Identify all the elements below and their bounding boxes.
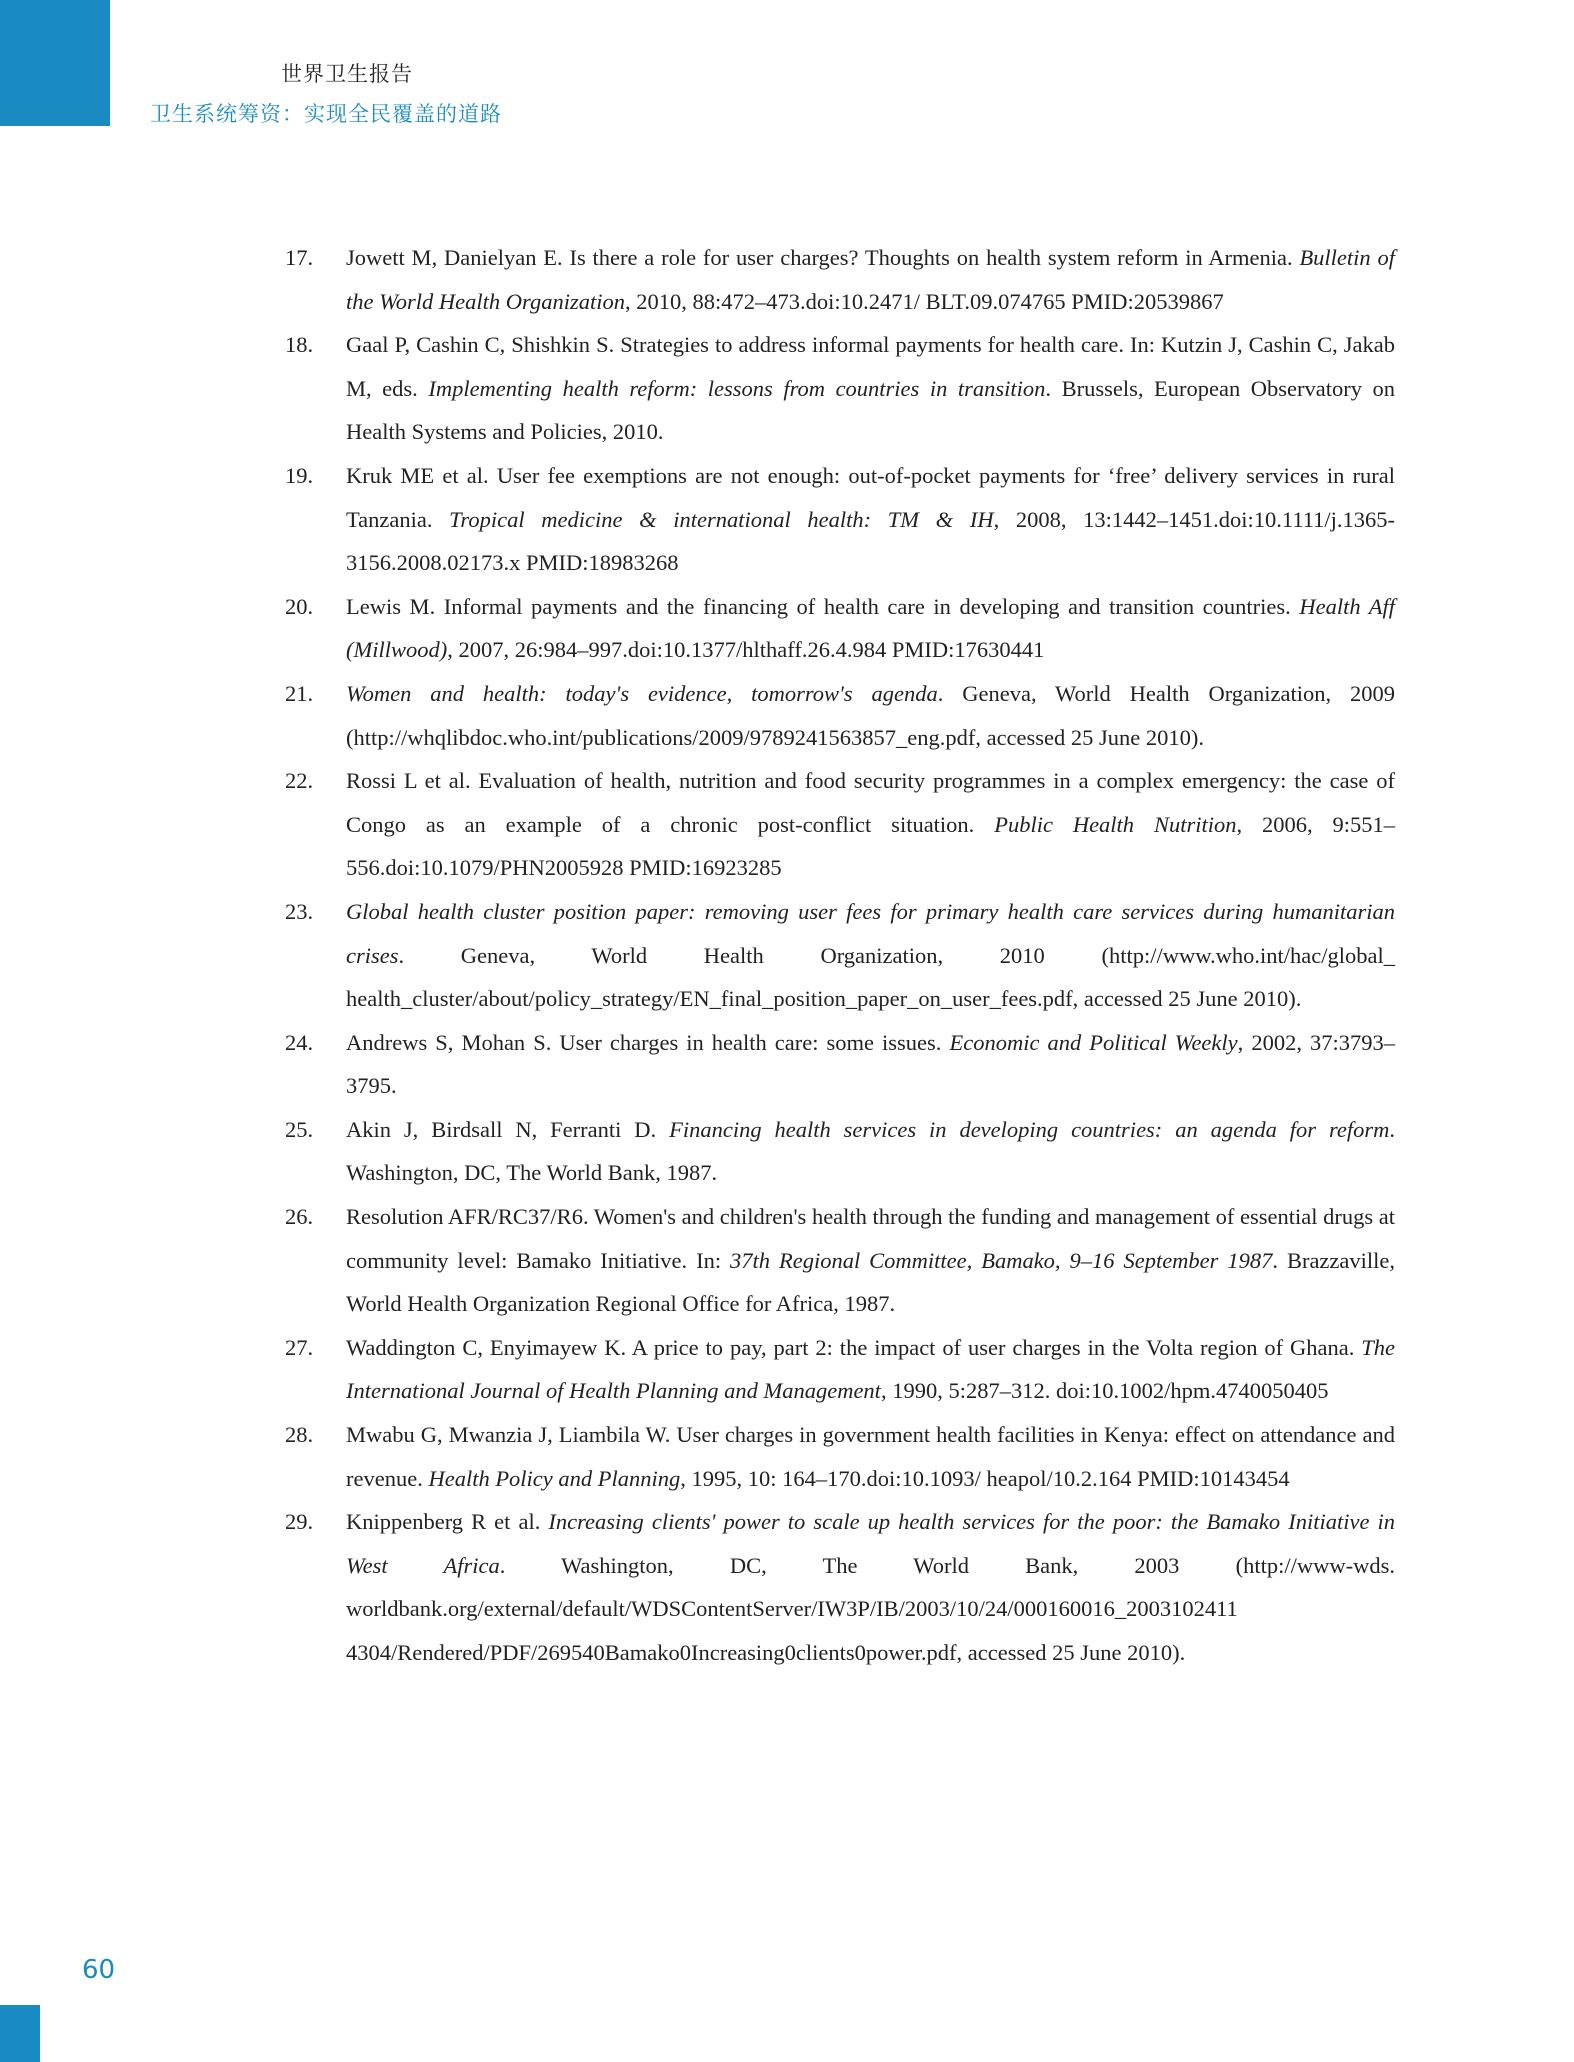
reference-item [285,890,1395,1021]
corner-accent-top [0,0,110,126]
reference-text: Jowett M, Danielyan E. Is there a role for user charges? Thoughts on health system reform in Armenia. Bulletin of the World Health Organization, 2010, 88:472–473.doi:10.2471/ BLT.09.074765 PMID:20539867 [346,245,1395,314]
reference-item [285,1195,1395,1326]
reference-number: 29. [285,1509,314,1535]
reference-number: 22. [285,768,314,794]
reference-item [285,1326,1395,1413]
reference-source: Implementing health reform: lessons from countries in transition [428,375,1046,401]
reference-text: Akin J, Birdsall N, Ferranti D. Financing health services in developing countries: an agenda for reform. Washington, DC, The World Bank, 1987. [346,1116,1395,1186]
reference-text: Women and health: today's evidence, tomorrow's agenda. Geneva, World Health Organization, 2009 (http://whqlibdoc.who.int/publications/2009/9789241563857_eng.pdf, accessed 25 June 2010). [346,680,1395,750]
corner-accent-bottom [0,2005,40,2062]
reference-text: Knippenberg R et al. Increasing clients' power to scale up health services for the poor: the Bamako Initiative in West Africa. Washington, DC, The World Bank, 2003 (http://www-wds. worldbank.org/external/default/WDSContentServer/IW3P/IB/2003/10/24/000160016_2003102411 4304/Rendered/PDF/269540Bamako0Increasing0clients0power.pdf, accessed 25 June 2010). [346,1509,1396,1665]
page-number: 60 [82,1955,116,1985]
reference-text: Rossi L et al. Evaluation of health, nutrition and food security programmes in a complex emergency: the case of Congo as an example of a chronic post-conflict situation. Public Health Nutrition, 2006, 9:551–556.doi:10.1079/PHN2005928 PMID:16923285 [346,768,1395,881]
reference-source: Bulletin of the World Health Organization [346,245,1395,314]
reference-source: Increasing clients' power to scale up health services for the poor: the Bamako Initiative in West Africa [346,1509,1396,1578]
reference-number: 17. [285,245,314,270]
reference-item [285,236,1395,323]
reference-number: 20. [285,593,314,619]
reference-item [285,1413,1395,1500]
reference-source: 37th Regional Committee, Bamako, 9–16 September 1987 [730,1247,1273,1273]
reference-source: Financing health services in developing countries: an agenda for reform [669,1116,1390,1142]
reference-item [285,1108,1395,1195]
reference-number: 18. [285,332,314,358]
report-title: 世界卫生报告 [281,62,413,86]
reference-list [285,236,1395,1675]
reference-number: 28. [285,1422,314,1448]
reference-item [285,1500,1395,1674]
reference-text: Resolution AFR/RC37/R6. Women's and children's health through the funding and management of essential drugs at community level: Bamako Initiative. In: 37th Regional Committee, Bamako, 9–16 September 1987. Brazzaville, World Health Organization Regional Office for Africa, 1987. [346,1204,1396,1317]
reference-number: 19. [285,462,314,488]
reference-text: Mwabu G, Mwanzia J, Liambila W. User charges in government health facilities in Kenya: effect on attendance and revenue. Health Policy and Planning, 1995, 10: 164–170.doi:10.1093/ heapol/10.2.164 PMID:10143454 [346,1422,1395,1491]
reference-number: 25. [285,1116,314,1142]
reference-item [285,759,1395,890]
report-subtitle: 卫生系统筹资：实现全民覆盖的道路 [150,102,502,126]
reference-source: Economic and Political Weekly [949,1029,1238,1055]
reference-item [285,323,1395,454]
reference-text: Kruk ME et al. User fee exemptions are not enough: out-of-pocket payments for ‘free’ delivery services in rural Tanzania. Tropical medicine & international health: TM & IH, 2008, 13:1442–1451.doi:10.1111/j.1365-3156.2008.02173.x PMID:18983268 [346,462,1396,576]
reference-source: Health Policy and Planning [428,1465,681,1491]
reference-text: Global health cluster position paper: removing user fees for primary health care services during humanitarian crises. Geneva, World Health Organization, 2010 (http://www.who.int/hac/global_ health_cluster/about/policy_strategy/EN_final_position_paper_on_user_fees.pdf, accessed 25 June 2010). [346,898,1395,1012]
reference-item [285,1021,1395,1108]
reference-item [285,672,1395,759]
reference-source: Health Aff (Millwood) [346,593,1396,663]
reference-number: 24. [285,1029,314,1055]
reference-item [285,585,1395,672]
reference-source: Women and health: today's evidence, tomorrow's agenda [346,680,938,706]
reference-source: Global health cluster position paper: removing user fees for primary health care services during humanitarian crises [346,898,1395,968]
reference-source: The International Journal of Health Planning and Management [346,1334,1395,1404]
reference-number: 21. [285,680,314,706]
reference-source: Tropical medicine & international health: TM & IH [449,506,994,532]
reference-source: Public Health Nutrition [994,811,1237,837]
reference-text: Waddington C, Enyimayew K. A price to pay, part 2: the impact of user charges in the Volta region of Ghana. The International Journal of Health Planning and Management, 1990, 5:287–312. doi:10.1002/hpm.4740050405 [346,1334,1395,1404]
reference-text: Andrews S, Mohan S. User charges in health care: some issues. Economic and Political Weekly, 2002, 37:3793–3795. [346,1029,1395,1099]
reference-item [285,454,1395,585]
reference-text: Gaal P, Cashin C, Shishkin S. Strategies to address informal payments for health care. In: Kutzin J, Cashin C, Jakab M, eds. Implementing health reform: lessons from countries in transition. Brussels, European Observatory on Health Systems and Policies, 2010. [346,332,1395,445]
reference-number: 26. [285,1204,314,1230]
reference-number: 27. [285,1334,314,1360]
reference-number: 23. [285,898,314,924]
reference-text: Lewis M. Informal payments and the financing of health care in developing and transition countries. Health Aff (Millwood), 2007, 26:984–997.doi:10.1377/hlthaff.26.4.984 PMID:17630441 [346,593,1396,663]
